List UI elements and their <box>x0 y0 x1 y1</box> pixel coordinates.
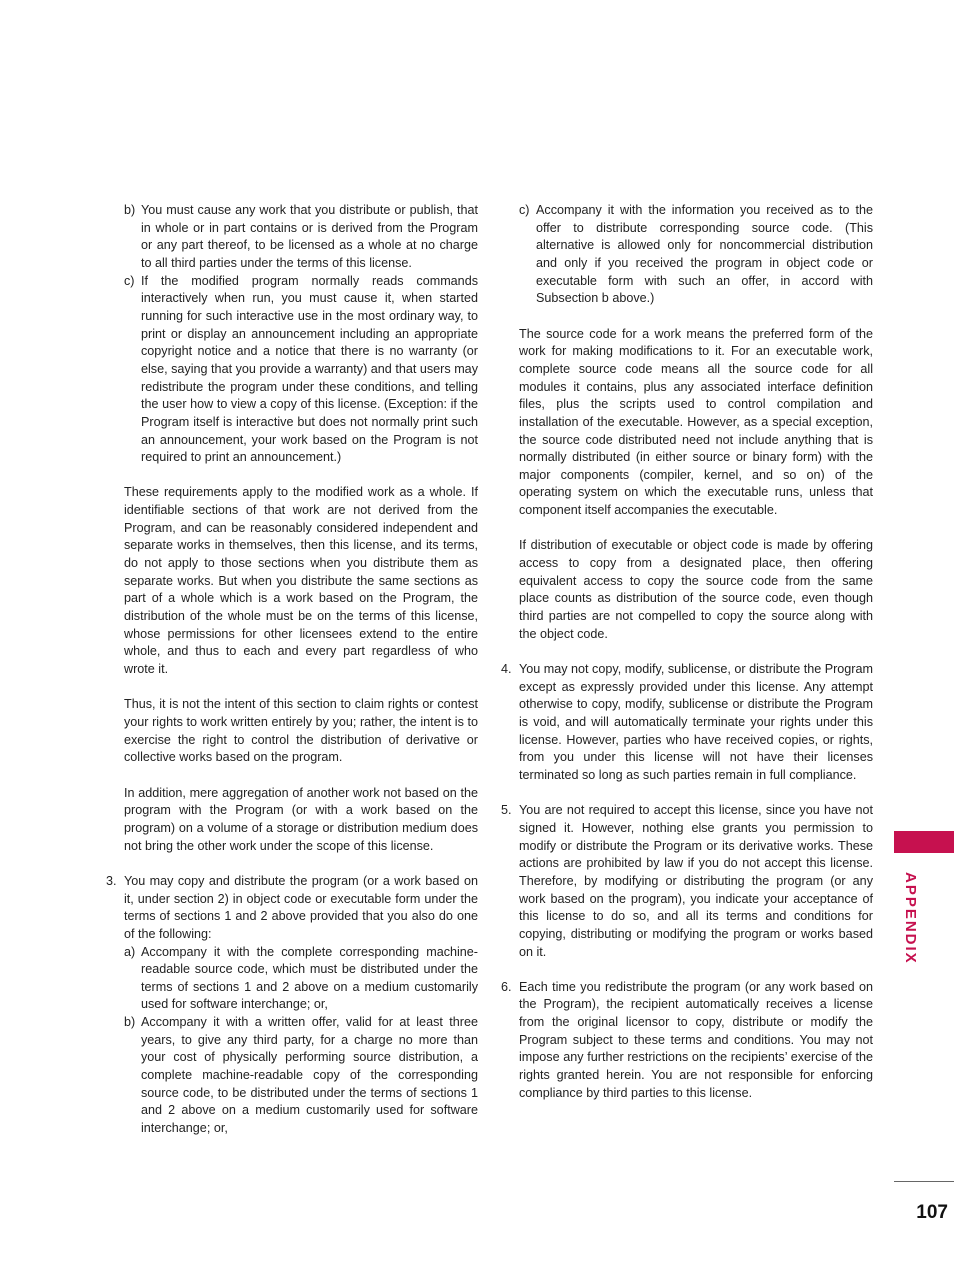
page-number: 107 <box>916 1202 948 1223</box>
clause-3c <box>519 202 873 308</box>
paragraph-source-code: The source code for a work means the preferred form of the work for making modifications to it. For an executable work, complete source code means all the source code for all modules it contains, plus any associated interface definition files, plus the scripts used to control compilation and installation of the executable. However, as a special exception, the source code distributed need not include anything that is normally distributed (in either source or binary form) with the major components (compiler, kernel, and so on) of the operating system on which the executable runs, unless that component itself accompanies the executable. <box>519 326 873 518</box>
footer-rule <box>894 1181 954 1182</box>
section-text: You may copy and distribute the program (or a work based on it, under section 2) in object code or executable form under the terms of sections 1 and 2 above provided that you also do one of the following: <box>124 873 478 941</box>
clause-marker: b) <box>124 1015 136 1030</box>
paragraph-distribution: If distribution of executable or object code is made by offering access to copy from a designated place, then offering equivalent access to copy the source code from the same place counts as distribution of the source code, even though third parties are not compelled to copy the source along with the object code. <box>519 538 873 641</box>
clause-2b <box>124 202 478 273</box>
right-column <box>501 202 873 1102</box>
clause-marker: c) <box>124 273 135 288</box>
section-3 <box>106 873 478 944</box>
clause-marker: a) <box>124 944 136 959</box>
section-text: You are not required to accept this license, since you have not signed it. However, nothing else grants you permission to modify or distribute the Program or its derivative works. These actions are prohibited by law if you do not accept this license. Therefore, by modifying or distributing the program (or any work based on the program), you indicate your acceptance of this license to do so, and all its terms and conditions for copying, distributing or modifying the program or works based on it. <box>519 803 873 959</box>
section-number: 3. <box>106 873 117 888</box>
left-column <box>106 202 478 1138</box>
appendix-section-label: APPENDIX <box>902 872 919 965</box>
clause-3a <box>124 944 478 1015</box>
clause-text: Accompany it with the complete corresponding machine-readable source code, which must be distributed under the terms of sections 1 and 2 above on a medium customarily used for software interchange; or, <box>141 944 478 1012</box>
clause-2c <box>124 273 478 467</box>
section-number: 4. <box>501 662 512 677</box>
paragraph-aggregation: In addition, mere aggregation of another work not based on the program with the Program (or with a work based on the program) on a volume of a storage or distribution medium does not bring the other work under the scope of this license. <box>124 785 478 853</box>
section-5 <box>501 802 873 961</box>
paragraph-requirements: These requirements apply to the modified work as a whole. If identifiable sections of that work are not derived from the Program, and can be reasonably considered independent and separate works in themselves, then this license, and its terms, do not apply to those sections when you distribute them as separate works. But when you distribute the same sections as part of a whole which is a work based on the Program, the distribution of the whole must be on the terms of this license, whose permissions for other licensees extend to the entire whole, and thus to each and every part regardless of who wrote it. <box>124 485 478 677</box>
clause-3b <box>124 1014 478 1138</box>
clause-text: Accompany it with a written offer, valid for at least three years, to give any third party, for a charge no more than your cost of physically performing source distribution, a complete machine-readable copy of the corresponding source code, to be distributed under the terms of sections 1 and 2 above on a medium customarily used for software interchange; or, <box>141 1015 478 1136</box>
clause-text: You must cause any work that you distribute or publish, that in whole or in part contains or is derived from the Program or any part thereof, to be licensed as a whole at no charge to all third parties under the terms of this license. <box>141 203 478 270</box>
clause-text: Accompany it with the information you received as to the offer to distribute corresponding source code. (This alternative is allowed only for noncommercial distribution and only if you received the program in object code or executable form with such an offer, in accord with Subsection b above.) <box>536 203 873 306</box>
clause-text: If the modified program normally reads commands interactively when run, you must cause it, when started running for such interactive use in the most ordinary way, to print or display an announcement including an appropriate copyright notice and a notice that there is no warranty (or else, saying that you provide a warranty) and that users may redistribute the program under these conditions, and telling the user how to view a copy of this license. (Exception: if the Program itself is interactive but does not normally print such an announcement, your work based on the Program is not required to print an announcement.) <box>141 273 478 465</box>
paragraph-intent: Thus, it is not the intent of this section to claim rights or contest your rights to work written entirely by you; rather, the intent is to exercise the right to control the distribution of derivative or collective works based on the program. <box>124 697 478 765</box>
clause-marker: c) <box>519 203 530 217</box>
clause-marker: b) <box>124 203 136 217</box>
appendix-tab-marker <box>894 831 954 853</box>
section-6 <box>501 979 873 1103</box>
section-text: You may not copy, modify, sublicense, or distribute the Program except as expressly provided under this license. Any attempt otherwise to copy, modify, sublicense or distribute the Program is void, and will automatically terminate your rights under this license. However, parties who have received copies, or rights, from you under this license will not have their licenses terminated so long as such parties remain in full compliance. <box>519 662 873 782</box>
section-4 <box>501 661 873 785</box>
section-number: 6. <box>501 979 512 994</box>
section-text: Each time you redistribute the program (or any work based on the Program), the recipient automatically receives a license from the original licensor to copy, distribute or modify the Program subject to these terms and conditions. You may not impose any further restrictions on the recipients’ exercise of the rights granted herein. You are not responsible for enforcing compliance by third parties to this license. <box>519 979 873 1100</box>
section-number: 5. <box>501 803 512 818</box>
